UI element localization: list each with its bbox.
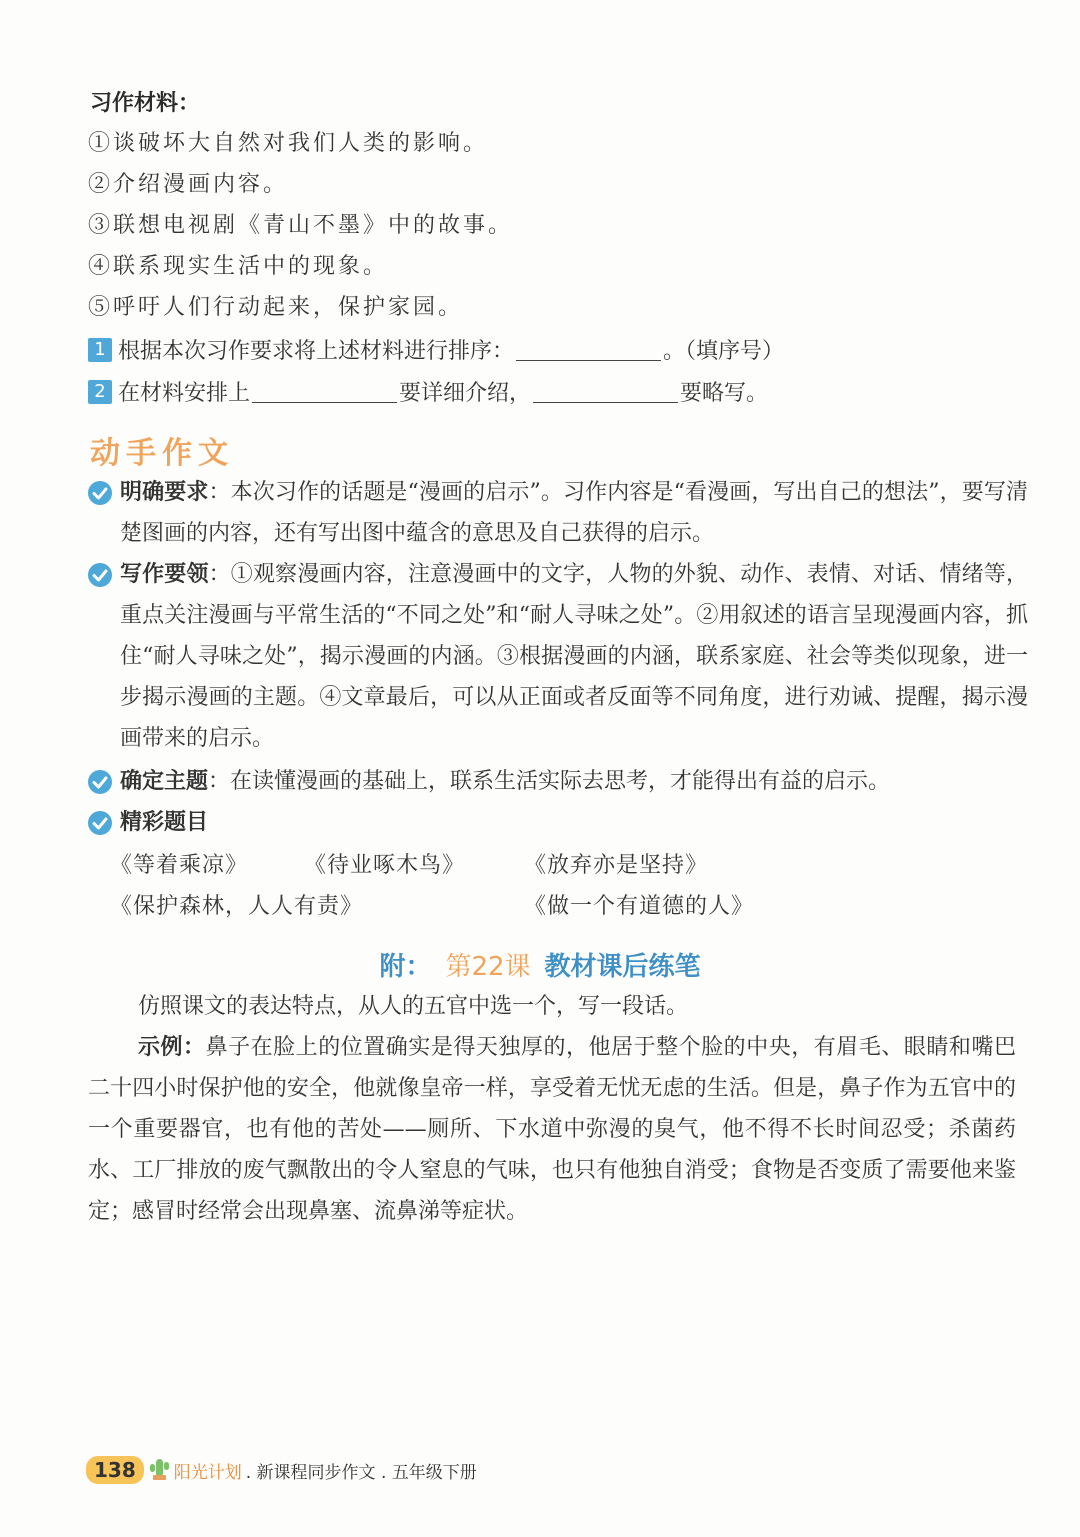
materials-title: 习作材料： (90, 91, 201, 116)
requirement-label: 确定主题 (120, 769, 209, 794)
sample-title: 《待业啄木鸟》 (304, 853, 466, 878)
sample-title: 《等着乘凉》 (110, 853, 249, 878)
requirement-body: ：在读懂漫画的基础上，联系生活实际去思考，才能得出有益的启示。 (208, 769, 891, 794)
task-2 (88, 376, 768, 407)
answer-blank[interactable] (516, 338, 661, 361)
requirement-body: ：本次习作的话题是“漫画的启示”。习作内容是“看漫画，写出自己的想法”，要写清楚图画的内容，还有写出图中蕴含的意思及自己获得的启示。 (120, 480, 1028, 546)
requirement-label: 写作要领 (120, 562, 209, 587)
answer-blank[interactable] (533, 380, 678, 403)
requirement-item (88, 802, 1028, 843)
requirement-body: ：①观察漫画内容，注意漫画中的文字，人物的外貌、动作、表情、对话、情绪等，重点关注漫画与平常生活的“不同之处”和“耐人寻味之处”。②用叙述的语言呈现漫画内容，抓住“耐人寻味之处”，揭示漫画的内涵。③根据漫画的内涵，联系家庭、社会等类似现象，进一步揭示漫画的主题。④文章最后，可以从正面或者反面等不同角度，进行劝诫、提醒，揭示漫画带来的启示。 (120, 562, 1028, 751)
requirement-item (88, 554, 1028, 759)
sample-title: 《放弃亦是坚持》 (524, 853, 709, 878)
check-circle-icon (88, 811, 112, 835)
material-item: ③联想电视剧《青山不墨》中的故事。 (88, 213, 514, 238)
page-number: 138 (86, 1456, 144, 1484)
task-2-text-a: 在材料安排上 (118, 381, 251, 406)
task-1 (88, 334, 784, 365)
material-item: ④联系现实生活中的现象。 (88, 254, 389, 279)
exercise-prompt: 仿照课文的表达特点，从人的五官中选一个，写一段话。 (138, 994, 689, 1019)
check-circle-icon (88, 770, 112, 794)
material-item: ②介绍漫画内容。 (88, 172, 289, 197)
appendix-heading (0, 946, 1080, 983)
section-heading: 动手作文 (90, 436, 234, 471)
sample-title: 《保护森林，人人有责》 (110, 894, 364, 919)
footer-book-title: . 新课程同步作文 . 五年级下册 (245, 1462, 477, 1483)
task-2-text-c: 要略写。 (680, 381, 769, 406)
requirement-label: 精彩题目 (120, 810, 209, 835)
requirement-item (88, 472, 1028, 554)
page-footer (86, 1455, 477, 1485)
task-1-tail: 。（填序号） (663, 339, 785, 364)
material-item: ①谈破坏大自然对我们人类的影响。 (88, 131, 489, 156)
task-1-text: 根据本次习作要求将上述材料进行排序： (118, 339, 515, 364)
cactus-icon (148, 1455, 170, 1485)
check-circle-icon (88, 563, 112, 587)
exercise-example (88, 1027, 1016, 1232)
requirement-item (88, 761, 1028, 802)
requirement-label: 明确要求 (120, 480, 209, 505)
task-number-badge: 1 (88, 338, 112, 362)
check-circle-icon (88, 481, 112, 505)
footer-brand: 阳光计划 (173, 1462, 242, 1483)
task-number-badge: 2 (88, 380, 112, 404)
sample-title: 《做一个有道德的人》 (524, 894, 755, 919)
appendix-title: 教材课后练笔 (544, 952, 701, 982)
example-text: 鼻子在脸上的位置确实是得天独厚的，他居于整个脸的中央，有眉毛、眼睛和嘴巴二十四小时保护他的安全，他就像皇帝一样，享受着无忧无虑的生活。但是，鼻子作为五官中的一个重要器官，也有他的苦处——厕所、下水道中弥漫的臭气，他不得不长时间忍受；杀菌药水、工厂排放的废气飘散出的令人窒息的气味，也只有他独自消受；食物是否变质了需要他来鉴定；感冒时经常会出现鼻塞、流鼻涕等症状。 (88, 1035, 1016, 1224)
appendix-prefix: 附： (379, 952, 432, 982)
task-2-text-b: 要详细介绍， (399, 381, 532, 406)
appendix-lesson: 第22课 (445, 952, 531, 982)
answer-blank[interactable] (252, 380, 397, 403)
material-item: ⑤呼吁人们行动起来，保护家园。 (88, 295, 464, 320)
example-label: 示例： (138, 1035, 206, 1060)
